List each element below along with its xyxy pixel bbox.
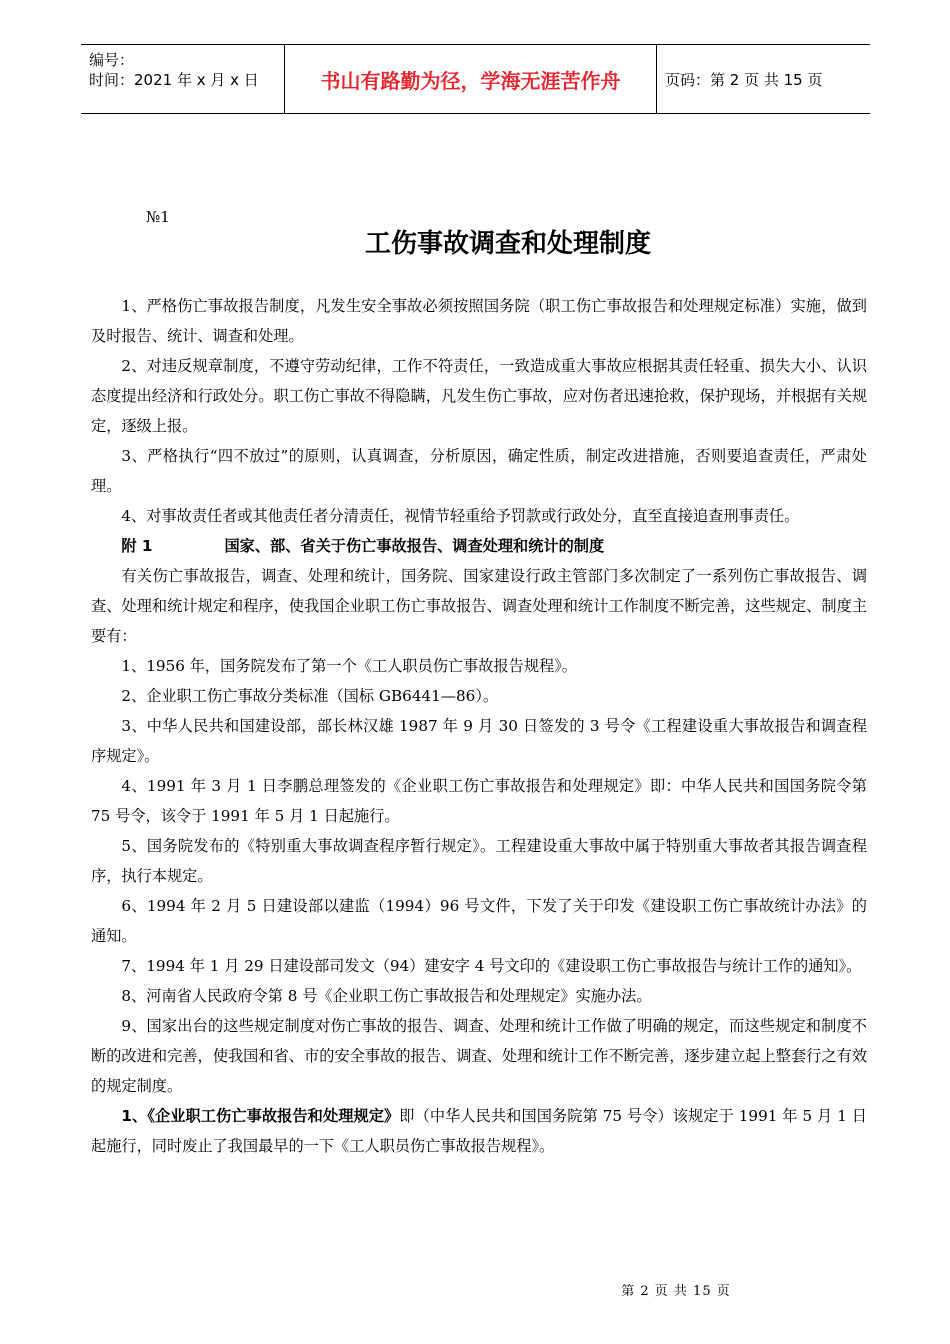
list-item: 8、河南省人民政府令第 8 号《企业职工伤亡事故报告和处理规定》实施办法。 xyxy=(121,987,652,1005)
page-title: 工伤事故调查和处理制度 xyxy=(364,229,651,259)
paragraph: 4、对事故责任者或其他责任者分清责任，视情节轻重给予罚款或行政处分，直至直接追查刑事责任。 xyxy=(121,507,800,525)
document-body xyxy=(91,291,867,1161)
number-label: 编号： xyxy=(89,51,135,69)
header-motto: 书山有路勤为径，学海无涯苦作舟 xyxy=(284,45,657,113)
final-paragraph-rest: 即（中华人民共和国国务院第 75 号令）该规定于 1991 年 5 月 1 日起施行，同时废止了我国最早的一下《工人职员伤亡事故报告规程》。 xyxy=(91,1107,867,1155)
page-footer: 第 2 页 共 15 页 xyxy=(621,1284,731,1299)
paragraph: 有关伤亡事故报告，调查、处理和统计，国务院、国家建设行政主管部门多次制定了一系列伤亡事故报告、调查、处理和统计规定和程序，使我国企业职工伤亡事故报告、调查处理和统计工作制度不断完善，这些规定、制度主要有： xyxy=(91,567,867,645)
list-item: 7、1994 年 1 月 29 日建设部司发文（94）建安字 4 号文印的《建设职工伤亡事故报告与统计工作的通知》。 xyxy=(121,957,862,975)
list-item: 4、1991 年 3 月 1 日李鹏总理签发的《企业职工伤亡事故报告和处理规定》即：中华人民共和国国务院令第 75 号令，该令于 1991 年 5 月 1 日起施行。 xyxy=(91,777,867,825)
list-item: 6、1994 年 2 月 5 日建设部以建监（1994）96 号文件，下发了关于印发《建设职工伤亡事故统计办法》的通知。 xyxy=(91,897,867,945)
list-item: 5、国务院发布的《特别重大事故调查程序暂行规定》。工程建设重大事故中属于特别重大事故者其报告调查程序，执行本规定。 xyxy=(91,837,867,885)
attachment-label: 附 1 xyxy=(121,537,153,555)
attachment-heading xyxy=(91,531,867,561)
attachment-title: 国家、部、省关于伤亡事故报告、调查处理和统计的制度 xyxy=(224,537,605,555)
list-item: 9、国家出台的这些规定制度对伤亡事故的报告、调查、处理和统计工作做了明确的规定，而这些规定和制度不断的改进和完善，使我国和省、市的安全事故的报告、调查、处理和统计工作不断完善，逐步建立起上整套行之有效的规定制度。 xyxy=(91,1017,867,1095)
header-page-info: 页码：第 2 页 共 15 页 xyxy=(665,71,823,89)
doc-number: №1 xyxy=(146,208,170,226)
final-paragraph-bold: 1、《企业职工伤亡事故报告和处理规定》 xyxy=(121,1107,400,1125)
page-header xyxy=(81,44,870,114)
header-left xyxy=(89,50,259,90)
paragraph: 2、对违反规章制度，不遵守劳动纪律，工作不符责任，一致造成重大事故应根据其责任轻重、损失大小、认识态度提出经济和行政处分。职工伤亡事故不得隐瞒，凡发生伤亡事故，应对伤者迅速抢救，保护现场，并根据有关规定，逐级上报。 xyxy=(91,357,867,435)
paragraph: 1、严格伤亡事故报告制度，凡发生安全事故必须按照国务院（职工伤亡事故报告和处理规定标准）实施，做到及时报告、统计、调查和处理。 xyxy=(91,297,867,345)
paragraph: 3、严格执行“四不放过”的原则，认真调查，分析原因，确定性质，制定改进措施，否则要追查责任，严肃处理。 xyxy=(91,447,867,495)
list-item: 2、企业职工伤亡事故分类标准（国标 GB6441—86）。 xyxy=(121,687,499,705)
list-item: 3、中华人民共和国建设部，部长林汉雄 1987 年 9 月 30 日签发的 3 号令《工程建设重大事故报告和调查程序规定》。 xyxy=(91,717,867,765)
final-paragraph xyxy=(91,1101,867,1161)
time-label: 时间：2021 年 x 月 x 日 xyxy=(89,71,259,89)
list-item: 1、1956 年，国务院发布了第一个《工人职员伤亡事故报告规程》。 xyxy=(121,657,577,675)
